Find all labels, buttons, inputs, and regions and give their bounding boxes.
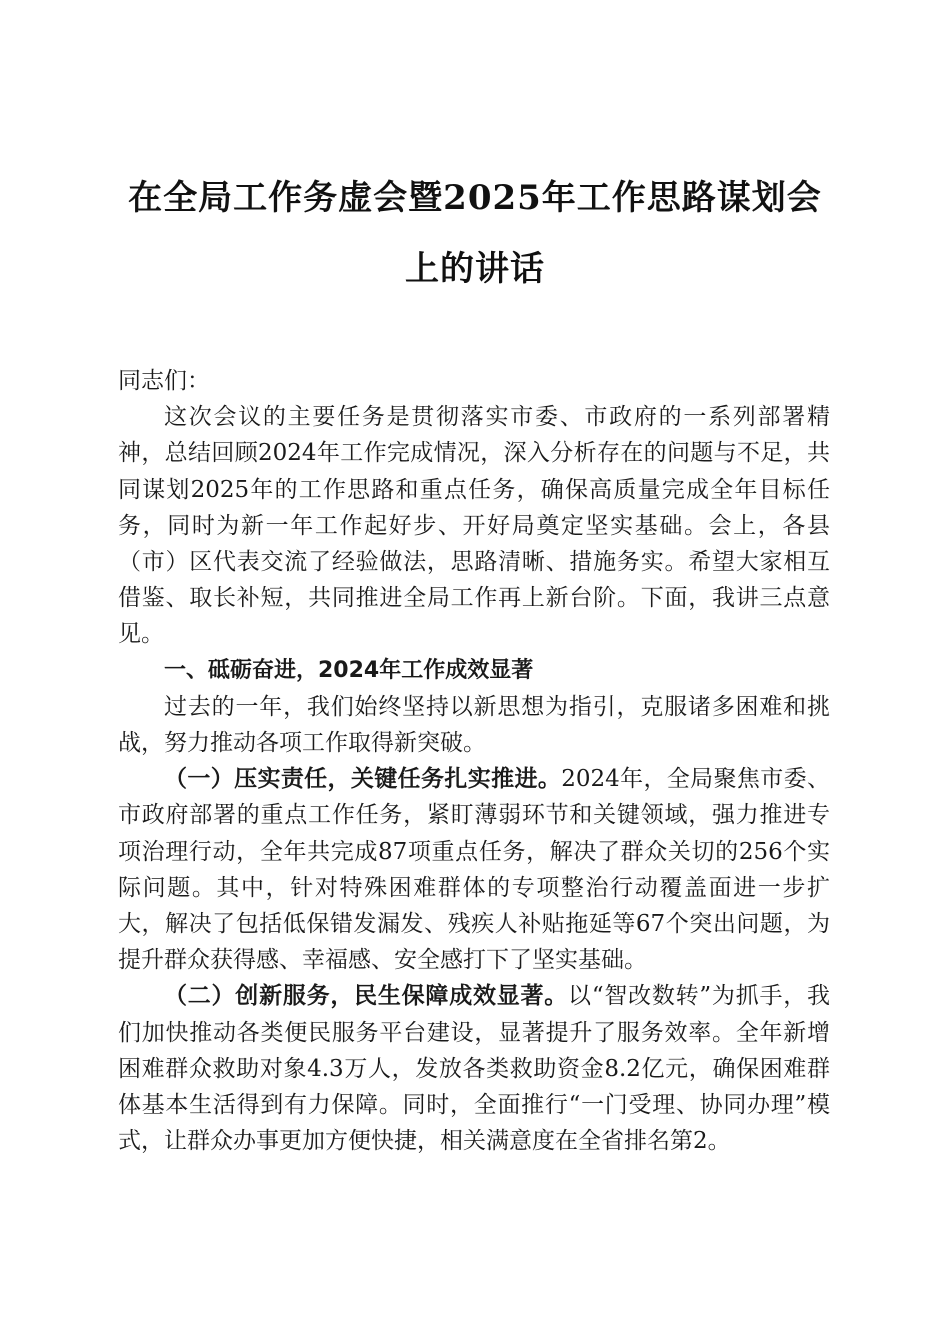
document-title-line2: 上的讲话 <box>405 249 545 289</box>
subsection2-text: 以“智改数转”为抓手，我们加快推动各类便民服务平台建设，显著提升了服务效率。全年新增困难群众救助对象4.3万人，发放各类救助资金8.2亿元，确保困难群体基本生活得到有力保障。同时，全面推行“一门受理、协同办理”模式，让群众办事更加方便快捷，相关满意度在全省排名第2。 <box>118 983 830 1155</box>
subsection1-paragraph <box>118 761 830 978</box>
intro-paragraph: 这次会议的主要任务是贯彻落实市委、市政府的一系列部署精神，总结回顾2024年工作完成情况，深入分析存在的问题与不足，共同谋划2025年的工作思路和重点任务，确保高质量完成全年目标任务，同时为新一年工作起好步、开好局奠定坚实基础。会上，各县（市）区代表交流了经验做法，思路清晰、措施务实。希望大家相互借鉴、取长补短，共同推进全局工作再上新台阶。下面，我讲三点意见。 <box>118 404 830 648</box>
subsection2-lead: （二）创新服务，民生保障成效显著。 <box>164 982 569 1010</box>
section1-intro-paragraph: 过去的一年，我们始终坚持以新思想为指引，克服诸多困难和挑战，努力推动各项工作取得新突破。 <box>118 693 830 757</box>
subsection1-lead: （一）压实责任，关键任务扎实推进。 <box>164 765 562 793</box>
subsection1-text: 2024年，全局聚焦市委、市政府部署的重点工作任务，紧盯薄弱环节和关键领域，强力推进专项治理行动，全年共完成87项重点任务，解决了群众关切的256个实际问题。其中，针对特殊困难群体的专项整治行动覆盖面进一步扩大，解决了包括低保错发漏发、残疾人补贴拖延等67个突出问题，为提升群众获得感、幸福感、安全感打下了坚实基础。 <box>118 766 830 974</box>
section1-heading: 一、砥砺奋进，2024年工作成效显著 <box>164 657 534 683</box>
subsection2-paragraph <box>118 978 830 1159</box>
document-body <box>118 363 830 1159</box>
salutation: 同志们： <box>118 368 210 394</box>
document-title-line1: 在全局工作务虚会暨2025年工作思路谋划会 <box>128 178 822 218</box>
